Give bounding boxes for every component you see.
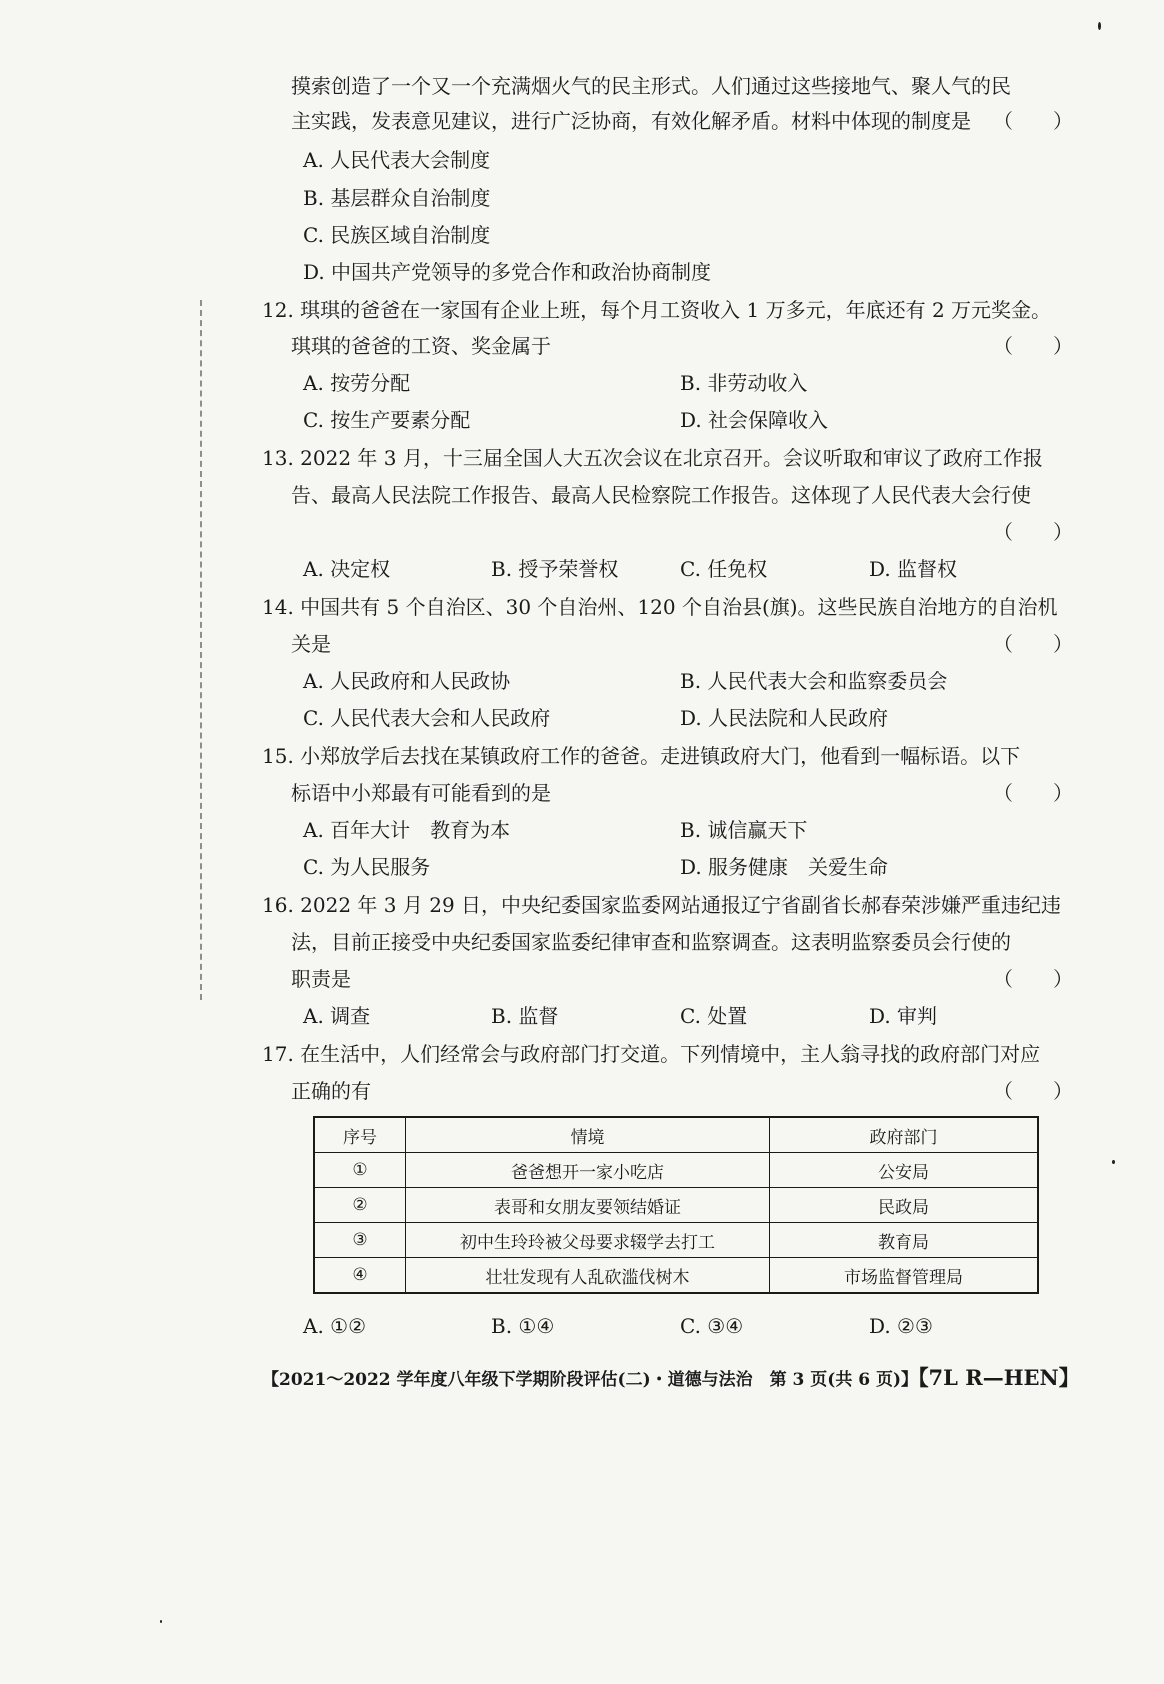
- table-cell: 爸爸想开一家小吃店: [406, 1153, 770, 1188]
- q14-stem-line: 14. 中国共有 5 个自治区、30 个自治州、120 个自治县(旗)。这些民族自治地方的自治机: [262, 595, 1058, 619]
- column-header: 政府部门: [770, 1117, 1039, 1153]
- q17-option-a: A. ①②: [303, 1314, 367, 1338]
- column-header: 序号: [314, 1117, 406, 1153]
- q13-option-d: D. 监督权: [869, 557, 958, 581]
- table-row: [314, 1258, 1038, 1294]
- table-cell: ③: [314, 1223, 406, 1258]
- q14-option-c: C. 人民代表大会和人民政府: [303, 706, 551, 730]
- q15-option-b: B. 诚信赢天下: [680, 818, 808, 842]
- table-cell: ④: [314, 1258, 406, 1294]
- q16-option-d: D. 审判: [869, 1004, 938, 1028]
- table-cell: 初中生玲玲被父母要求辍学去打工: [406, 1223, 770, 1258]
- answer-bracket: （ ）: [993, 109, 1073, 133]
- q12-option-c: C. 按生产要素分配: [303, 408, 471, 432]
- q17-option-c: C. ③④: [680, 1314, 744, 1338]
- q16-stem-line: 16. 2022 年 3 月 29 日，中央纪委国家监委网站通报辽宁省副省长郝春荣涉嫌严重违纪违: [262, 893, 1062, 917]
- answer-bracket: （ ）: [993, 334, 1073, 358]
- table-cell: 市场监督管理局: [770, 1258, 1039, 1294]
- binding-stitch-line: [200, 300, 216, 1000]
- q14-stem-line: 关是: [291, 632, 331, 656]
- q11-option-c: C. 民族区域自治制度: [303, 223, 491, 247]
- table-cell: ①: [314, 1153, 406, 1188]
- table-row: [314, 1153, 1038, 1188]
- q15-option-d: D. 服务健康 关爱生命: [680, 855, 889, 879]
- table-row: [314, 1223, 1038, 1258]
- q12-stem-line: 琪琪的爸爸的工资、奖金属于: [291, 334, 551, 358]
- answer-bracket: （ ）: [993, 1079, 1073, 1103]
- q15-stem-line: 标语中小郑最有可能看到的是: [291, 781, 551, 805]
- footer-code: 【7L R—HEN】: [918, 1365, 1080, 1390]
- q13-option-c: C. 任免权: [680, 557, 768, 581]
- q16-option-c: C. 处置: [680, 1004, 748, 1028]
- q12-option-b: B. 非劳动收入: [680, 371, 808, 395]
- column-header: 情境: [406, 1117, 770, 1153]
- table-cell: 表哥和女朋友要领结婚证: [406, 1188, 770, 1223]
- q13-option-a: A. 决定权: [303, 557, 391, 581]
- q14-option-a: A. 人民政府和人民政协: [303, 669, 511, 693]
- q15-option-a: A. 百年大计 教育为本: [303, 818, 511, 842]
- footer-text: 【2021～2022 学年度八年级下学期阶段评估(二)・道德与法治 第 3 页(共 6 页)】: [262, 1370, 919, 1390]
- q17-option-b: B. ①④: [491, 1314, 555, 1338]
- answer-bracket: （ ）: [993, 967, 1073, 991]
- table-cell: 教育局: [770, 1223, 1039, 1258]
- table-cell: 公安局: [770, 1153, 1039, 1188]
- table-cell: 壮壮发现有人乱砍滥伐树木: [406, 1258, 770, 1294]
- q12-option-d: D. 社会保障收入: [680, 408, 829, 432]
- table-cell: 民政局: [770, 1188, 1039, 1223]
- q15-option-c: C. 为人民服务: [303, 855, 431, 879]
- q13-option-b: B. 授予荣誉权: [491, 557, 619, 581]
- q11-option-a: A. 人民代表大会制度: [303, 148, 491, 172]
- table-row: [314, 1188, 1038, 1223]
- q13-stem-line: 13. 2022 年 3 月，十三届全国人大五次会议在北京召开。会议听取和审议了政府工作报: [262, 446, 1043, 470]
- table-header-row: [314, 1117, 1038, 1153]
- q11-stem-line: 摸索创造了一个又一个充满烟火气的民主形式。人们通过这些接地气、聚人气的民: [291, 74, 1011, 98]
- q16-option-a: A. 调查: [303, 1004, 371, 1028]
- scan-speck: [1112, 1160, 1115, 1164]
- q17-stem-line: 正确的有: [291, 1079, 371, 1103]
- q12-option-a: A. 按劳分配: [303, 371, 411, 395]
- q16-option-b: B. 监督: [491, 1004, 559, 1028]
- answer-bracket: （ ）: [993, 632, 1073, 656]
- q17-option-d: D. ②③: [869, 1314, 933, 1338]
- q14-option-d: D. 人民法院和人民政府: [680, 706, 889, 730]
- table-cell: ②: [314, 1188, 406, 1223]
- q16-stem-line: 职责是: [291, 967, 351, 991]
- government-departments-table: [313, 1116, 1039, 1294]
- q17-stem-line: 17. 在生活中，人们经常会与政府部门打交道。下列情境中，主人翁寻找的政府部门对应: [262, 1042, 1041, 1066]
- answer-bracket: （ ）: [993, 520, 1073, 544]
- scan-speck: [1098, 22, 1101, 30]
- page-footer: [262, 1362, 1080, 1392]
- q11-option-b: B. 基层群众自治制度: [303, 186, 491, 210]
- answer-bracket: （ ）: [993, 781, 1073, 805]
- scan-speck: [160, 1620, 162, 1623]
- q14-option-b: B. 人民代表大会和监察委员会: [680, 669, 948, 693]
- q11-option-d: D. 中国共产党领导的多党合作和政治协商制度: [303, 260, 712, 284]
- q11-stem-line: 主实践，发表意见建议，进行广泛协商，有效化解矛盾。材料中体现的制度是: [291, 109, 971, 133]
- q15-stem-line: 15. 小郑放学后去找在某镇政府工作的爸爸。走进镇政府大门，他看到一幅标语。以下: [262, 744, 1021, 768]
- q13-stem-line: 告、最高人民法院工作报告、最高人民检察院工作报告。这体现了人民代表大会行使: [291, 483, 1031, 507]
- q16-stem-line: 法，目前正接受中央纪委国家监委纪律审查和监察调查。这表明监察委员会行使的: [291, 930, 1011, 954]
- q12-stem-line: 12. 琪琪的爸爸在一家国有企业上班，每个月工资收入 1 万多元，年底还有 2 万元奖金。: [262, 298, 1052, 322]
